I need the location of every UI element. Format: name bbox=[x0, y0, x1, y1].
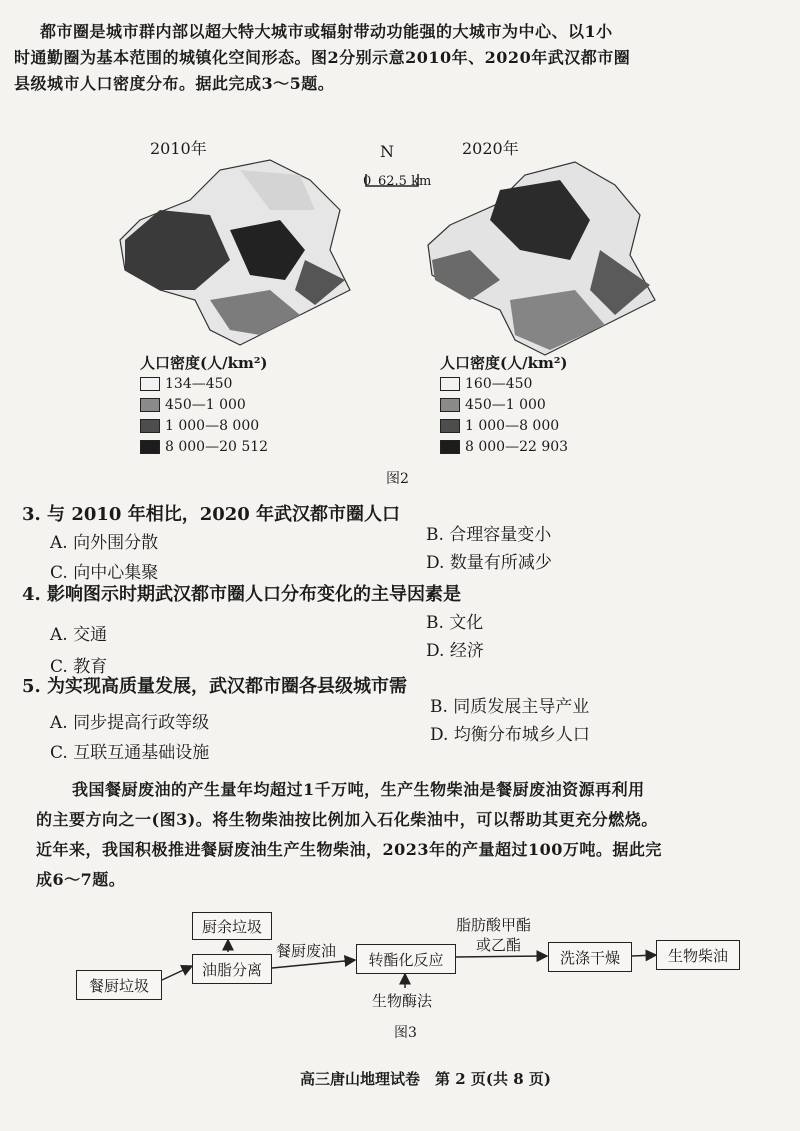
map-2020-year: 2020年 bbox=[462, 139, 519, 158]
intro2-line-2: 的主要方向之一(图3)。将生物柴油按比例加入石化柴油中，可以帮助其更充分燃烧。 bbox=[36, 810, 658, 829]
flow-residue-waste: 厨余垃圾 bbox=[192, 912, 272, 940]
scale-value: 62.5 km bbox=[378, 174, 432, 189]
question-5-option-d: D. 均衡分布城乡人口 bbox=[430, 725, 590, 745]
question-4-option-d: D. 经济 bbox=[426, 641, 484, 661]
question-4-option-b: B. 文化 bbox=[426, 613, 484, 633]
flow-kitchen-waste: 餐厨垃圾 bbox=[76, 970, 162, 1000]
legend-swatch bbox=[440, 440, 460, 454]
legend-swatch bbox=[140, 419, 160, 433]
flow-oil-separation: 油脂分离 bbox=[192, 954, 272, 984]
legend-2010-class-1: 134—450 bbox=[165, 375, 233, 392]
flow-washing-drying: 洗涤干燥 bbox=[548, 942, 632, 972]
question-4-stem: 4. 影响图示时期武汉都市圈人口分布变化的主导因素是 bbox=[22, 584, 462, 605]
question-5-option-c: C. 互联互通基础设施 bbox=[50, 743, 210, 763]
legend-2010-row bbox=[140, 394, 268, 415]
legend-swatch bbox=[440, 398, 460, 412]
arrow-washing-to-biodiesel bbox=[632, 955, 656, 956]
legend-2010-class-3: 1 000—8 000 bbox=[165, 417, 260, 434]
map-2010 bbox=[100, 150, 400, 350]
intro2-line-4: 成6～7题。 bbox=[36, 870, 126, 889]
legend-2020-class-3: 1 000—8 000 bbox=[465, 417, 560, 434]
question-5-stem: 5. 为实现高质量发展，武汉都市圈各县级城市需 bbox=[22, 676, 408, 697]
question-3-option-c: C. 向中心集聚 bbox=[50, 563, 159, 583]
map-2010-year: 2010年 bbox=[150, 139, 207, 158]
legend-swatch bbox=[140, 398, 160, 412]
legend-2010 bbox=[140, 352, 268, 457]
question-5-option-b: B. 同质发展主导产业 bbox=[430, 697, 590, 717]
intro-line-1: 都市圈是城市群内部以超大特大城市或辐射带动功能强的大城市为中心、以1小 bbox=[40, 22, 613, 41]
flow-biodiesel: 生物柴油 bbox=[656, 940, 740, 970]
page-footer: 高三唐山地理试卷 第 2 页(共 8 页) bbox=[300, 1070, 551, 1088]
flow-waste-oil-label: 餐厨废油 bbox=[276, 942, 337, 960]
map-2020 bbox=[410, 150, 670, 360]
arrow-kitchen-to-separation bbox=[162, 966, 192, 980]
flow-enzyme-label: 生物酶法 bbox=[372, 992, 433, 1010]
north-arrow-label: N bbox=[380, 142, 394, 161]
question-3-option-d: D. 数量有所减少 bbox=[426, 553, 552, 573]
legend-2020-class-2: 450—1 000 bbox=[465, 396, 546, 413]
legend-2010-row bbox=[140, 415, 268, 436]
legend-2010-class-4: 8 000—20 512 bbox=[165, 438, 269, 455]
legend-2020-row bbox=[440, 373, 568, 394]
scale-zero: 0 bbox=[363, 174, 372, 189]
arrow-separation-to-reaction bbox=[272, 960, 355, 968]
question-3-option-a: A. 向外围分散 bbox=[50, 533, 159, 553]
legend-2010-title: 人口密度(人/km²) bbox=[140, 354, 268, 372]
legend-2010-row bbox=[140, 373, 268, 394]
legend-2020-row bbox=[440, 415, 568, 436]
intro-line-2: 时通勤圈为基本范围的城镇化空间形态。图2分别示意2010年、2020年武汉都市圈 bbox=[14, 48, 631, 67]
intro-line-3: 县级城市人口密度分布。据此完成3～5题。 bbox=[14, 74, 335, 93]
figure-2-caption: 图2 bbox=[386, 471, 409, 487]
legend-2020-title: 人口密度(人/km²) bbox=[440, 354, 568, 372]
legend-2010-class-2: 450—1 000 bbox=[165, 396, 246, 413]
legend-2020-row bbox=[440, 394, 568, 415]
question-4-option-c: C. 教育 bbox=[50, 657, 108, 677]
arrow-reaction-to-washing bbox=[455, 956, 547, 957]
intro2-line-3: 近年来，我国积极推进餐厨废油生产生物柴油，2023年的产量超过100万吨。据此完 bbox=[36, 840, 662, 859]
figure-3-caption: 图3 bbox=[394, 1025, 417, 1041]
legend-2020 bbox=[440, 352, 568, 457]
question-4-option-a: A. 交通 bbox=[50, 625, 108, 645]
intro2-line-1: 我国餐厨废油的产生量年均超过1千万吨，生产生物柴油是餐厨废油资源再利用 bbox=[72, 780, 645, 799]
question-5-option-a: A. 同步提高行政等级 bbox=[50, 713, 210, 733]
legend-2020-class-4: 8 000—22 903 bbox=[465, 438, 569, 455]
legend-swatch bbox=[440, 419, 460, 433]
flow-ester-label-2: 或乙酯 bbox=[476, 936, 522, 954]
legend-swatch bbox=[140, 377, 160, 391]
legend-2020-class-1: 160—450 bbox=[465, 375, 533, 392]
flow-transesterification: 转酯化反应 bbox=[356, 944, 456, 974]
legend-swatch bbox=[140, 440, 160, 454]
legend-2020-row bbox=[440, 436, 568, 457]
flow-ester-label-1: 脂肪酸甲酯 bbox=[456, 916, 532, 934]
legend-swatch bbox=[440, 377, 460, 391]
question-3-option-b: B. 合理容量变小 bbox=[426, 525, 552, 545]
legend-2010-row bbox=[140, 436, 268, 457]
question-3-stem: 3. 与 2010 年相比，2020 年武汉都市圈人口 bbox=[22, 504, 401, 525]
